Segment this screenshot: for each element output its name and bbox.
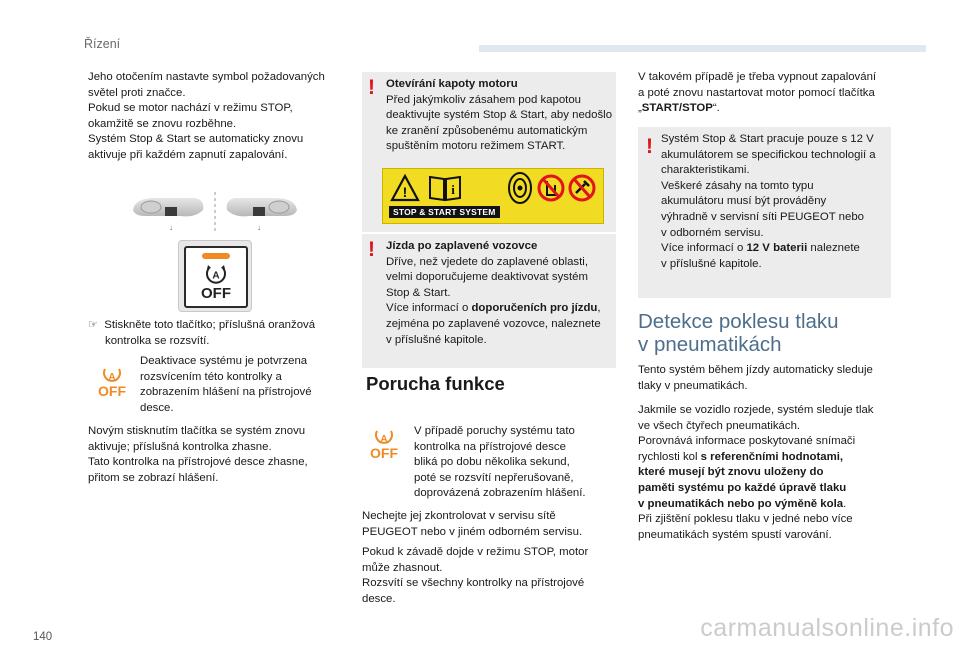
fault-text: V případě poruchy systému tato kontrolka na přístrojové desce bliká po dobu několika sekund, poté se rozsvítí nepřerušovaně, doprovázená zobrazením hlášení. — [414, 425, 586, 500]
stop-start-off-indicator-icon: A OFF — [95, 366, 129, 400]
text-line: Jeho otočením nastavte symbol požadovaných — [88, 71, 325, 83]
svg-text:↓: ↓ — [257, 223, 261, 232]
watermark: carmanualsonline.info — [700, 614, 954, 642]
label-text: STOP & START SYSTEM — [389, 206, 500, 218]
col2-paragraph-1: Nechejte jej zkontrolovat v servisu sítě PEUGEOT nebo v jiném odborném servisu. — [362, 510, 583, 538]
orange-led-icon — [202, 253, 230, 259]
section-title: Řízení — [84, 37, 121, 51]
cross-reference: 12 V baterii — [746, 242, 808, 255]
col1-outro: Novým stisknutím tlačítka se systém znovu aktivuje; příslušná kontrolka zhasne. Tato kontrolka na přístrojové desce zhasne, přitom se zobrazí hlášení. — [88, 425, 308, 484]
heading-tyre-pressure: Detekce poklesu tlaku v pneumatikách — [638, 310, 839, 356]
button-reference: START/STOP — [641, 102, 713, 115]
svg-text:!: ! — [402, 184, 408, 200]
svg-text:A: A — [108, 372, 116, 383]
button-off-label: OFF — [201, 285, 231, 302]
cross-reference: doporučeních pro jízdu — [471, 302, 598, 315]
warning-triangle-icon — [390, 174, 420, 202]
manual-book-icon — [427, 173, 463, 203]
svg-text:A: A — [212, 270, 220, 282]
stop-start-warning-label — [382, 168, 604, 224]
no-tool-icon — [567, 171, 597, 205]
steering-wheel-right-icon — [227, 198, 297, 232]
text-line: aktivuje při každém zapnutí zapalování. — [88, 148, 288, 161]
stop-start-fault-indicator-icon: A OFF — [367, 428, 401, 462]
warning-box-flooded-road: ! Jízda po zaplavené vozovce Dříve, než vjedete do zaplavené oblasti, velmi doporučujeme deaktivovat systém Stop & Start. Více informací o doporučeních pro jízdu, zejména po zaplavené vozovce, naleznete v příslušné kapitole. — [362, 234, 616, 368]
svg-text:i: i — [451, 182, 455, 197]
warning-exclamation-icon: ! — [368, 76, 375, 99]
col3-paragraph-2: Tento systém během jízdy automaticky sleduje tlaky v pneumatikách. — [638, 364, 873, 392]
warning-title: Jízda po zaplavené vozovce — [386, 240, 538, 252]
col3-paragraph-1: V takovém případě je třeba vypnout zapalování a poté znovu nastartovat motor pomocí tlačítka „START/STOP“. — [638, 71, 877, 115]
warning-box-bonnet: ! Otevírání kapoty motoru Před jakýmkoliv zásahem pod kapotou deaktivujte systém Stop & Start, aby nedošlo ke zranění způsobenému automatickým spuštěním motoru režimem START. ! i STOP & START SYSTEM — [362, 72, 616, 232]
steering-wheel-left-icon — [133, 198, 203, 232]
deactivation-text: Deaktivace systému je potvrzena rozsvícením této kontrolky a zobrazením hlášení na přístrojové desce. — [140, 355, 312, 414]
stop-start-off-button-illustration — [178, 240, 252, 312]
button-face — [184, 246, 248, 308]
text-line: Pokud se motor nachází v režimu STOP, — [88, 102, 293, 115]
text-line: světel proti značce. — [88, 86, 186, 99]
svg-text:A: A — [380, 434, 388, 445]
col3-paragraph-3: Jakmile se vozidlo rozjede, systém sleduje tlak ve všech čtyřech pneumatikách. Porovnává informace poskytované snímači rychlosti kol s referenčními hodnotami, které musejí být znovu uloženy do paměti systému po každé úpravě tlaku v pneumatikách nebo po výměně kola. Při zjištění poklesu tlaku v jedné nebo více pneumatikách systém spustí varování. — [638, 404, 874, 541]
col1-intro — [88, 70, 348, 164]
heading-fault: Porucha funkce — [366, 373, 505, 394]
page-number: 140 — [33, 631, 53, 643]
text-line: kontrolka se rozsvítí. — [105, 334, 210, 347]
header-bar — [479, 45, 926, 52]
engine-fan-icon — [507, 171, 533, 205]
warning-exclamation-icon: ! — [646, 135, 653, 158]
svg-text:↓: ↓ — [169, 223, 173, 232]
instruction-bullet: ☞ Stiskněte toto tlačítko; příslušná oranžová kontrolka se rozsvítí. — [88, 318, 350, 349]
auto-stop-start-icon — [204, 262, 228, 286]
text-line: Systém Stop & Start se automaticky znovu — [88, 133, 304, 146]
text-line: okamžitě se znovu rozběhne. — [88, 117, 237, 130]
no-hand-icon — [537, 171, 565, 205]
warning-box-battery: ! Systém Stop & Start pracuje pouze s 12 V akumulátorem se specifickou technologií a charakteristikami. Veškeré zásahy na tomto typu akumulátoru musí být prováděny výhradně v servisní síti PEUGEOT nebo v odborném servisu. Více informací o 12 V baterii naleznete v příslušné kapitole. — [638, 127, 891, 298]
col2-paragraph-2: Pokud k závadě dojde v režimu STOP, motor může zhasnout. Rozsvítí se všechny kontrolky na přístrojové desce. — [362, 546, 589, 605]
steering-wheels-illustration — [125, 188, 305, 238]
bullet-icon: ☞ — [88, 319, 98, 331]
warning-exclamation-icon: ! — [368, 238, 375, 261]
warning-title: Otevírání kapoty motoru — [386, 78, 518, 90]
